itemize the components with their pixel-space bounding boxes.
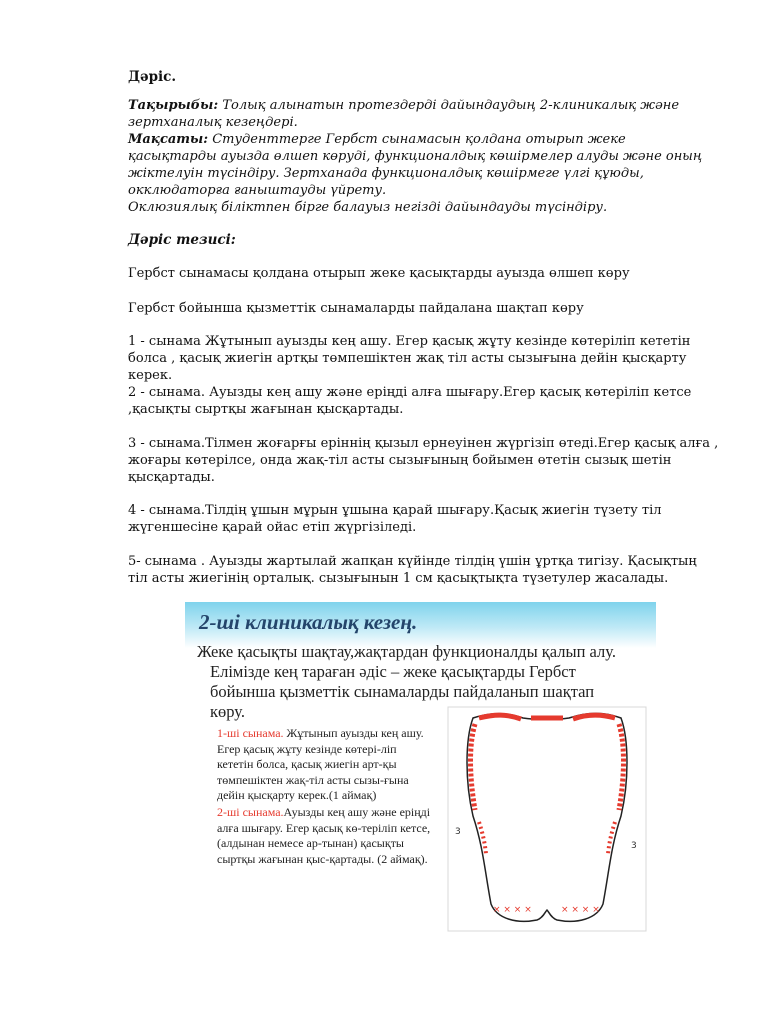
- thesis-heading: Дәріс тезисі:: [128, 232, 236, 248]
- slide-lead-line: Жеке қасықты шақтау,жақтардан функционалды қалып алу.: [197, 642, 616, 661]
- slide-lead-line: Елімізде кең тараған әдіс – жеке қасықтарды Гербст: [210, 662, 576, 681]
- topic-paragraph: [128, 97, 718, 131]
- slide-test-1-text: Жұтынып ауызды кең ашу. Егер қасық жұту кезінде көтері-ліп кететін болса, қасық жиегін арт-қы төмпешіктен жақ-тіл асты сызы-ғына дейін қысқарту керек.(1 аймақ): [217, 726, 424, 802]
- goals-extra: Оклюзиялық біліктпен бірге балауыз негізді дайындауды түсіндіру.: [128, 200, 608, 215]
- paragraph-test-4: 4 - сынама.Тілдің ұшын мұрын ұшына қарай шығару.Қасық жиегін түзету тіл жүгеншесіне қарай ойас етіп жүргізіледі.: [128, 503, 662, 535]
- paragraph-test-1: 1 - сынама Жұтынып ауызды кең ашу. Егер қасық жұту кезінде көтеріліп кететін болса , қасық жиегін артқы төмпешіктен жақ тіл асты сызығына дейін қысқарту керек.: [128, 334, 691, 383]
- goals-text: Студенттерге Гербст сынамасын қолдана отырып жеке қасықтарды ауызда өлшеп көруді, функционалдық көшірмелер алуды және оның жіктелуін түсіндіру. Зертханада функционалдық көшірмеге үлгі құюды, окклюдаторға ғаныштауды үйрету.: [128, 132, 703, 198]
- paragraph-herbst-intro: Гербст сынамасы қолдана отырып жеке қасықтарды ауызда өлшеп көру: [128, 266, 630, 281]
- zone-label-right: 3: [631, 841, 637, 851]
- goals-label: Мақсаты:: [128, 132, 209, 147]
- topic-label: Тақырыбы:: [128, 98, 219, 113]
- slide-title: 2-ші клиникалық кезең.: [199, 610, 418, 634]
- slide-test-2: [217, 805, 432, 867]
- lower-tray-diagram: [445, 704, 650, 934]
- zone-label-left: 3: [455, 827, 461, 837]
- paragraph-test-5: 5- сынама . Ауызды жартылай жапқан күйінде тілдің үшін ұртқа тигізу. Қасықтың тіл асты жиегінің орталық. сызығынын 1 см қасықтықта түзетулер жасалады.: [128, 554, 697, 586]
- paragraph-herbst-trial: Гербст бойынша қызметтік сынамаларды пайдалана шақтап көру: [128, 301, 584, 316]
- diagram-frame: [448, 707, 646, 931]
- tray-outline-svg: [445, 704, 650, 934]
- lingual-marks-left: × × × ×: [493, 905, 532, 915]
- slide-test-2-paragraph: [217, 805, 432, 867]
- slide-lead-line: көру.: [210, 702, 246, 721]
- topic-text: Толық алынатын протездерді дайындаудың 2-клиникалық және зертханалық кезеңдері.: [128, 98, 680, 130]
- slide-test-2-text: Ауызды кең ашу және еріңді алға шығару. Егер қасық кө-теріліп кетсе, (алдынан немесе ар-тынан) қасықты сыртқы жағынан қыс-қартады. (2 аймақ).: [217, 805, 431, 866]
- slide-test-1-label: 1-ші сынама.: [217, 726, 284, 740]
- goals-paragraph: [128, 131, 718, 199]
- slide-test-1-paragraph: [217, 726, 432, 804]
- slide-lead-line: бойынша қызметтік сынамаларды пайдаланып шақтап: [210, 682, 595, 701]
- slide-test-1: [217, 726, 432, 804]
- paragraph-test-3: 3 - сынама.Тілмен жоғарғы еріннің қызыл ернеуінен жүргізіп өтеді.Егер қасық алға , жоғары көтерілсе, онда жақ-тіл асты сызығының бойымен өтетін сызық шетін қысқартады.: [128, 436, 719, 485]
- paragraph-test-2: 2 - сынама. Ауызды кең ашу және еріңді алға шығару.Егер қасық көтеріліп кетсе ,қасықты сыртқы жағынан қысқартады.: [128, 385, 692, 417]
- lecture-label: Дәріс.: [128, 69, 177, 85]
- lecture-meta: [128, 97, 718, 216]
- slide-test-2-label: 2-ші сынама.: [217, 805, 284, 819]
- lingual-marks-right: × × × ×: [561, 905, 600, 915]
- slide-image: [185, 602, 656, 937]
